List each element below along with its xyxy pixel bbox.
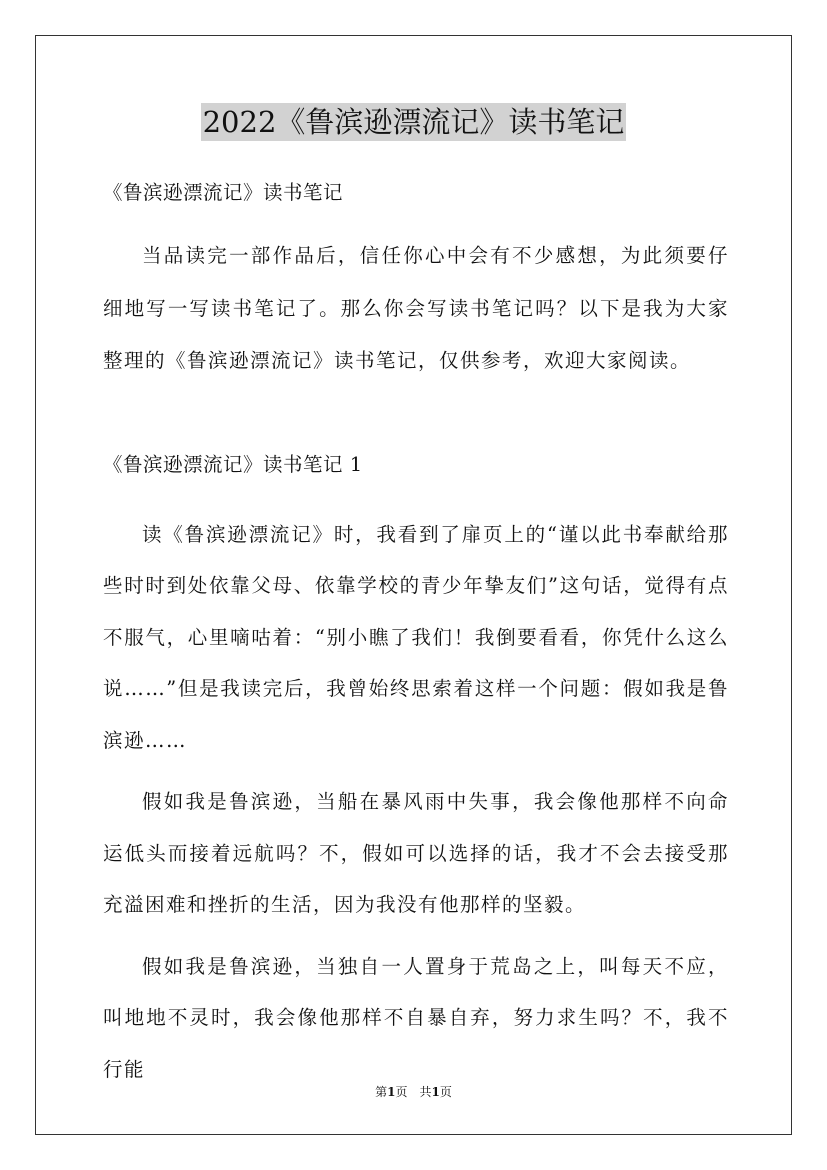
- page-footer: [0, 1083, 827, 1100]
- intro-paragraph: 当品读完一部作品后，信任你心中会有不少感想，为此须要仔细地写一写读书笔记了。那么你会写读书笔记吗？以下是我为大家整理的《鲁滨逊漂流记》读书笔记，仅供参考，欢迎大家阅读。: [103, 244, 729, 372]
- document-subtitle: 《鲁滨逊漂流记》读书笔记: [103, 181, 344, 204]
- footer-page-current: 1: [387, 1085, 396, 1099]
- footer-page-mid: 页 共: [395, 1085, 432, 1099]
- footer-page-prefix: 第: [375, 1085, 388, 1099]
- document-title: [0, 100, 827, 141]
- body-paragraph-1: 读《鲁滨逊漂流记》时，我看到了扉页上的“谨以此书奉献给那些时时到处依靠父母、依靠学校的青少年挚友们”这句话，觉得有点不服气，心里嘀咕着：“别小瞧了我们！我倒要看看，你凭什么这么说……”但是我读完后，我曾始终思索着这样一个问题：假如我是鲁滨逊……: [103, 522, 729, 752]
- footer-page-total: 1: [431, 1085, 440, 1099]
- section-heading: 《鲁滨逊漂流记》读书笔记 1: [103, 452, 363, 476]
- document-body: [103, 172, 729, 1095]
- body-paragraph-3: 假如我是鲁滨逊，当独自一人置身于荒岛之上，叫每天不应，叫地地不灵时，我会像他那样不自暴自弃，努力求生吗？不，我不行能: [103, 954, 729, 1081]
- document-title-text: 2022《鲁滨逊漂流记》读书笔记: [202, 105, 625, 139]
- footer-page-suffix: 页: [439, 1085, 452, 1099]
- body-paragraph-2: 假如我是鲁滨逊，当船在暴风雨中失事，我会像他那样不向命运低头而接着远航吗？不，假如可以选择的话，我才不会去接受那充溢困难和挫折的生活，因为我没有他那样的坚毅。: [103, 790, 729, 916]
